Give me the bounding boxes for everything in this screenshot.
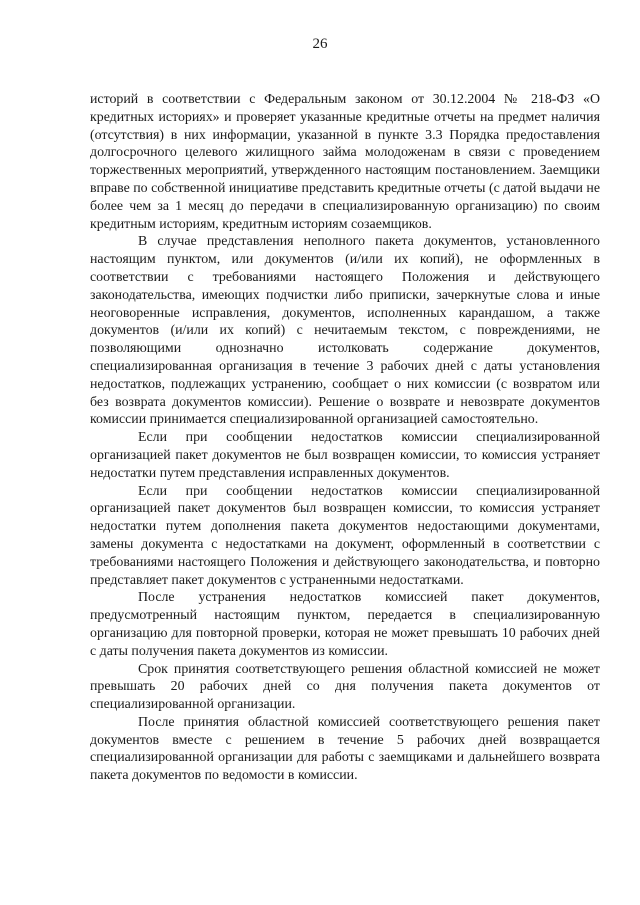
- document-body: [90, 91, 600, 785]
- paragraph-package-returned: Если при сообщении недостатков комиссии специализированной организацией пакет документов был возвращен комиссии, то комиссия устраняет недостатки путем дополнения пакета документов недостающими документами, замены документа с недостатками на документ, оформленный в соответствии с требованиями настоящего Положения и действующего законодательства, и повторно представляет пакет документов с устраненными недостатками.: [90, 483, 600, 588]
- paragraph-package-return: После принятия областной комиссией соответствующего решения пакет документов вместе с решением в течение 5 рабочих дней возвращается специализированной организации для работы с заемщиками и дальнейшего возврата пакета документов по ведомости в комиссии.: [90, 714, 600, 784]
- paragraph-credit-history-check: историй в соответствии с Федеральным законом от 30.12.2004 № 218-ФЗ «О кредитных историях» и проверяет указанные кредитные отчеты на предмет наличия (отсутствия) в них информации, указанной в пункте 3.3 Порядка предоставления долгосрочного целевого жилищного займа молодоженам в связи с проведением торжественных мероприятий, утвержденного настоящим постановлением. Заемщики вправе по собственной инициативе представить кредитные отчеты (с датой выдачи не более чем за 1 месяц до передачи в специализированную организацию) по своим кредитным историям, кредитным историям созаемщиков.: [90, 92, 600, 232]
- page-number: 26: [312, 36, 328, 52]
- paragraph-decision-deadline: Срок принятия соответствующего решения областной комиссией не может превышать 20 рабочих дней со дня получения пакета документов от специализированной организации.: [90, 661, 600, 713]
- paragraph-package-not-returned: Если при сообщении недостатков комиссии специализированной организацией пакет документов не был возвращен комиссии, то комиссия устраняет недостатки путем представления исправленных документов.: [90, 430, 600, 481]
- paragraph-incomplete-package: В случае представления неполного пакета документов, установленного настоящим пунктом, или документов (и/или их копий), не оформленных в соответствии с требованиями настоящего Положения и действующего законодательства, имеющих подчистки либо приписки, зачеркнутые слова и иные неоговоренные исправления, документов, исполненных карандашом, а также документов (и/или их копий) с нечитаемым текстом, с повреждениями, не позволяющими однозначно истолковать содержание документов, специализированная организация в течение 3 рабочих дней с даты установления недостатков, подлежащих устранению, сообщает о них комиссии (с возвратом или без возврата документов комиссии). Решение о возврате и невозврате документов комиссии принимается специализированной организацией самостоятельно.: [90, 234, 600, 428]
- paragraph-repeat-check: После устранения недостатков комиссией пакет документов, предусмотренный настоящим пунктом, передается в специализированную организацию для повторной проверки, которая не может превышать 10 рабочих дней с даты получения пакета документов из комиссии.: [90, 590, 600, 659]
